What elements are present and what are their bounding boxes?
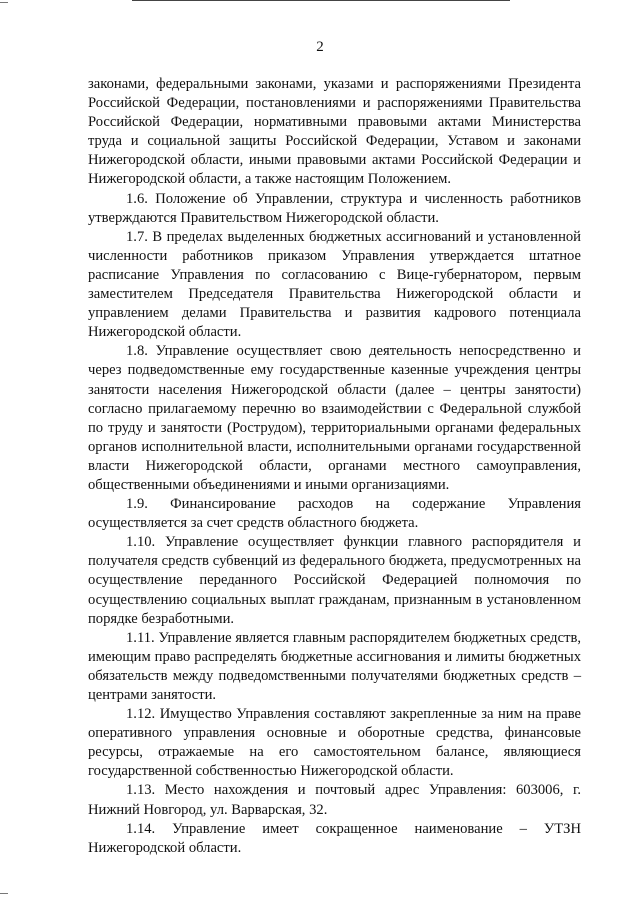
paragraph-1-7: 1.7. В пределах выделенных бюджетных ассигнований и установленной численности работников приказом Управления утверждается штатное расписание Управления по согласованию с Вице-губернатором, первым заместителем Председателя Правительства Нижегородской области и управлением делами Правительства и развития кадрового потенциала Нижегородской области. [88,228,581,341]
document-body [88,75,581,858]
paragraph-1-9: 1.9. Финансирование расходов на содержание Управления осуществляется за счет средств областного бюджета. [88,496,581,532]
paragraph-1-14: 1.14. Управление имеет сокращенное наименование – УТЗН Нижегородской области. [88,820,581,856]
paragraph-1-13: 1.13. Место нахождения и почтовый адрес Управления: 603006, г. Нижний Новгород, ул. Варварская, 32. [88,782,581,818]
top-rule [132,0,510,1]
paragraph-continuation: законами, федеральными законами, указами и распоряжениями Президента Российской Федерации, постановлениями и распоряжениями Правительства Российской Федерации, нормативными правовыми актами Министерства труда и социальной защиты Российской Федерации, Уставом и законами Нижегородской области, иными правовыми актами Российской Федерации и Нижегородской области, а также настоящим Положением. [88,76,581,188]
paragraph-1-12: 1.12. Имущество Управления составляют закрепленные за ним на праве оперативного управления основные и оборотные средства, финансовые ресурсы, отражаемые на его самостоятельном балансе, являющиеся государственной собственностью Нижегородской области. [88,706,581,780]
scan-edge-mark [0,2,8,3]
paragraph-1-6: 1.6. Положение об Управлении, структура и численность работников утверждаются Правительством Нижегородской области. [88,190,581,226]
paragraph-1-10: 1.10. Управление осуществляет функции главного распорядителя и получателя средств субвенций из федерального бюджета, предусмотренных на осуществление переданного Российской Федерацией полномочия по осуществлению социальных выплат гражданам, признанным в установленном порядке безработными. [88,534,581,627]
scan-edge-mark [0,893,8,894]
page-number: 2 [316,39,324,55]
paragraph-1-11: 1.11. Управление является главным распорядителем бюджетных средств, имеющим право распределять бюджетные ассигнования и лимиты бюджетных обязательств между подведомственными получателями бюджетных средств – центрами занятости. [88,629,581,703]
paragraph-1-8: 1.8. Управление осуществляет свою деятельность непосредственно и через подведомственные ему государственные казенные учреждения центры занятости населения Нижегородской области (далее – центры занятости) согласно прилагаемому перечню во взаимодействии с Федеральной службой по труду и занятости (Рострудом), территориальными органами федеральных органов исполнительной власти, исполнительными органами государственной власти Нижегородской области, органами местного самоуправления, общественными объединениями и иными организациями. [88,343,581,493]
